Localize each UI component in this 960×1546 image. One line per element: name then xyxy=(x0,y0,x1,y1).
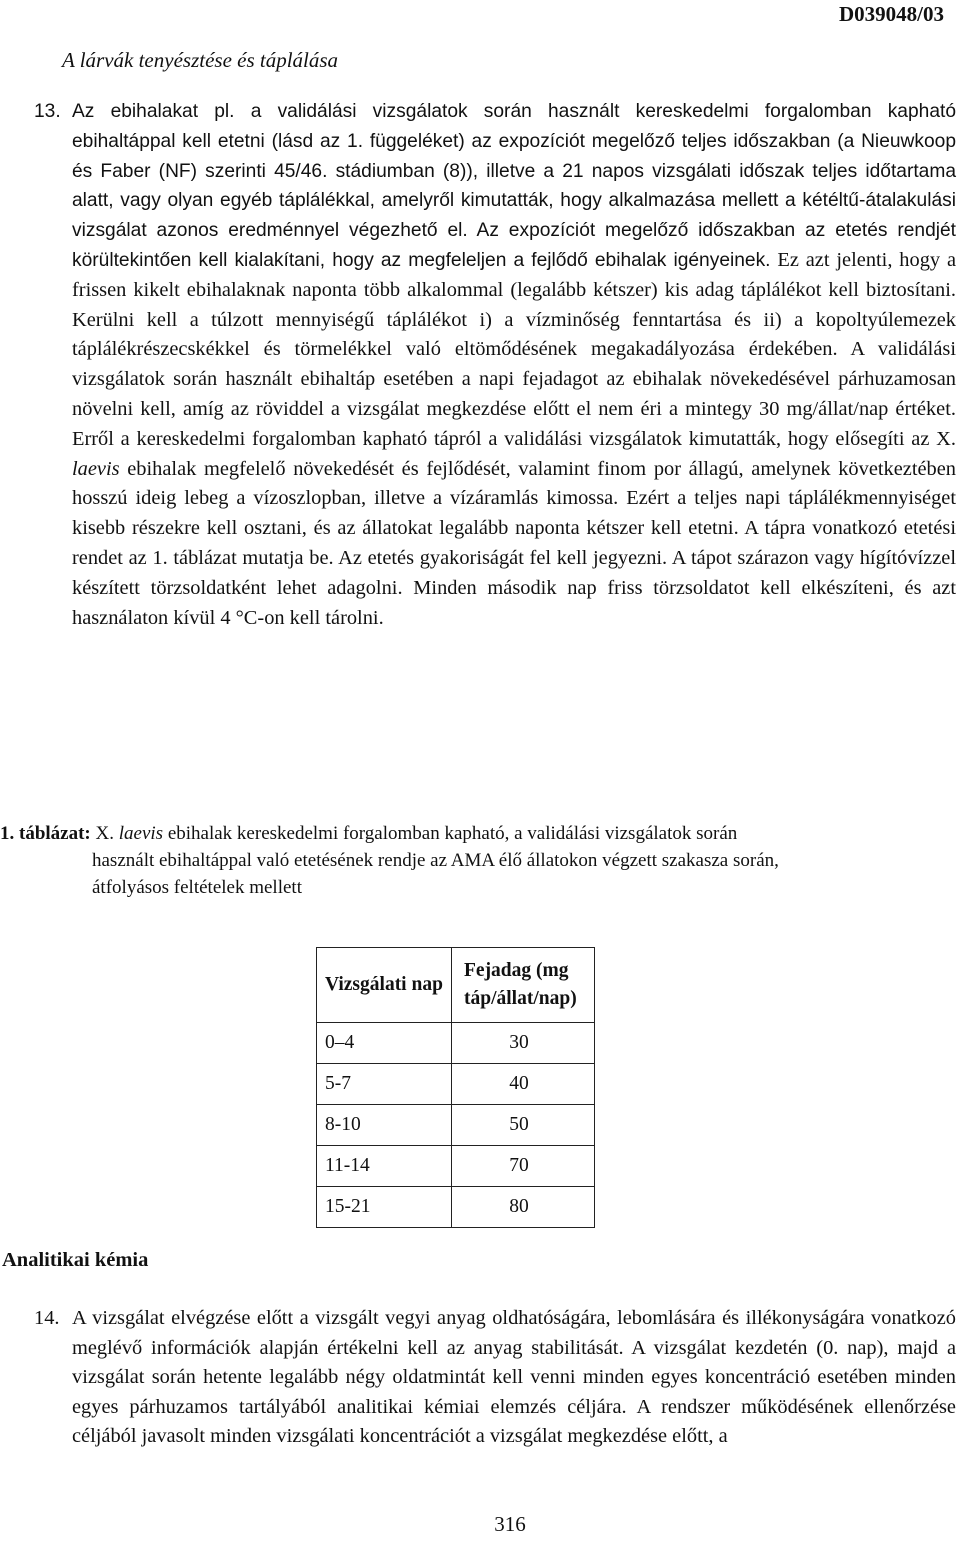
species-name: laevis xyxy=(72,457,120,480)
side-heading: Analitikai kémia xyxy=(2,1249,149,1271)
paragraph-number: 14. xyxy=(34,1307,60,1329)
table-row xyxy=(317,1146,595,1187)
header-day: Vizsgálati nap xyxy=(317,948,452,1023)
page-number: 316 xyxy=(494,1512,526,1536)
table-caption-species: laevis xyxy=(118,823,164,844)
cell-day: 5-7 xyxy=(317,1064,452,1105)
table-caption-line1: ebihalak kereskedelmi forgalomban kapható, a validálási vizsgálatok során xyxy=(167,823,738,844)
cell-ration: 80 xyxy=(452,1187,595,1228)
paragraph-14 xyxy=(34,1304,956,1452)
cell-ration: 70 xyxy=(452,1146,595,1187)
cell-day: 8-10 xyxy=(317,1105,452,1146)
header-ration: Fejadag (mg táp/állat/nap) xyxy=(452,948,595,1023)
table-row xyxy=(317,1023,595,1064)
table-caption-line3: átfolyásos feltételek mellett xyxy=(92,877,302,898)
cell-ration: 30 xyxy=(452,1023,595,1064)
cell-day: 0–4 xyxy=(317,1023,452,1064)
table-caption-line2: használt ebihaltáppal való etetésének rendje az AMA élő állatokon végzett szakasza során, xyxy=(92,850,779,871)
cell-day: 11-14 xyxy=(317,1146,452,1187)
table-caption xyxy=(0,820,940,901)
table-row xyxy=(317,1105,595,1146)
cell-day: 15-21 xyxy=(317,1187,452,1228)
section-title: A lárvák tenyésztése és táplálása xyxy=(62,48,339,72)
paragraph-13 xyxy=(34,97,956,633)
cell-ration: 50 xyxy=(452,1105,595,1146)
paragraph-text-part-a: Az ebihalakat pl. a validálási vizsgálatok során használt kereskedelmi forgalomban kapható ebihaltáppal kell etetni (lásd az 1. függeléket) az expozíciót megelőző teljes időszakban (a Nieuwkoop és Faber (NF) szerinti 45/46. stádiumban (8)), illetve a 21 napos vizsgálati időszak teljes időtartama alatt, vagy olyan egyéb táplálékkal, amelyről kimutatták, hogy alkalmazása mellett a kétéltű-átalakulási vizsgálat azonos eredménnyel végezhető el. Az expozíciót megelőző időszakban az etetés rendjét körültekintően kell kialakítani, hogy az megfeleljen a fejlődő ebihalak igényeinek. xyxy=(72,101,956,271)
table-header-row xyxy=(317,948,595,1023)
paragraph-text-part-c: ebihalak megfelelő növekedését és fejlődését, valamint finom por állagú, amelynek következtében hosszú ideig lebeg a vízoszlopban, illetve a vízáramlás kimossa. Ezért a teljes napi táplálékmennyiséget kisebb részekre kell osztani, és az állatokat legalább naponta kétszer kell etetni. A tápra vonatkozó etetési rendet az 1. táblázat mutatja be. Az etetés gyakoriságát fel kell jegyezni. A tápot szárazon vagy hígítóvízzel készített törzsoldatként lehet adagolni. Minden második nap friss törzsoldatot kell elkészíteni, és azt használaton kívül 4 °C-on kell tárolni. xyxy=(72,457,956,629)
table-caption-label: 1. táblázat: xyxy=(0,823,91,844)
table-caption-genus: X. xyxy=(95,823,114,844)
feeding-table xyxy=(316,947,595,1228)
species-genus: X. xyxy=(936,427,956,450)
cell-ration: 40 xyxy=(452,1064,595,1105)
paragraph-text-part-b: Ez azt jelenti, hogy a frissen kikelt ebihalaknak naponta több alkalommal (legalább kétszer) kis adag táplálékot kell biztosítani. Kerülni kell a túlzott mennyiségű táplálékot i) a vízminőség fenntartása és ii) a kopoltyúlemezek táplálékrészecskékkel és törmelékkel való eltömődésének megakadályozása érdekében. A validálási vizsgálatok során használt ebihaltáp esetében a napi fejadagot az ebihalak növekedésével párhuzamosan növelni kell, amíg az röviddel a vizsgálat megkezdése előtt el nem éri a mintegy 30 mg/állat/nap értéket. Erről a kereskedelmi forgalomban kapható tápról a validálási vizsgálatok kimutatták, hogy elősegíti az xyxy=(72,248,956,450)
paragraph-number: 13. xyxy=(34,101,61,122)
table-row xyxy=(317,1064,595,1105)
table-row xyxy=(317,1187,595,1228)
document-code: D039048/03 xyxy=(839,2,944,26)
paragraph-text: A vizsgálat elvégzése előtt a vizsgált vegyi anyag oldhatóságára, lebomlására és illékonyságára vonatkozó meglévő információk alapján értékelni kell az anyag stabilitását. A vizsgálat kezdetén (0. nap), majd a vizsgálat során hetente legalább négy oldatmintát kell venni minden egyes koncentráció esetében minden egyes párhuzamos tartályából analitikai kémiai elemzés céljára. A rendszer működésének ellenőrzése céljából javasolt minden vizsgálati koncentrációt a vizsgálat megkezdése előtt, a xyxy=(72,1307,956,1448)
